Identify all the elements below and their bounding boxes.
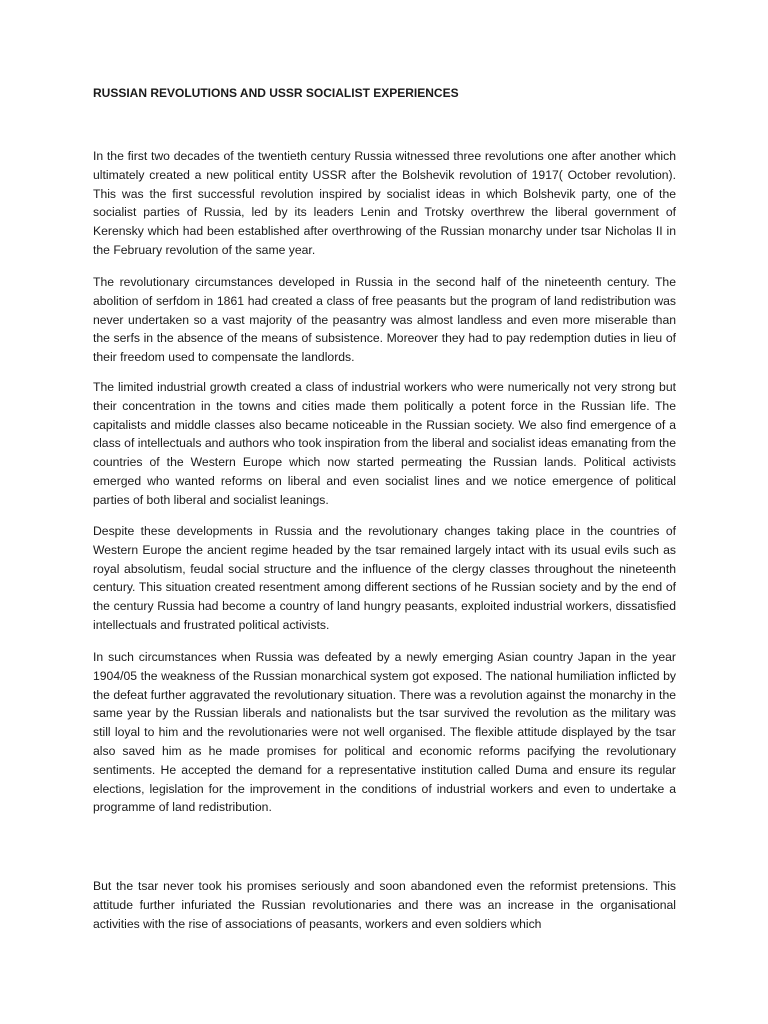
paragraph-3: The limited industrial growth created a class of industrial workers who were numerically not very strong but their concentration in the towns and cities made them politically a potent force in the Russian life. The capitalists and middle classes also became noticeable in the Russian society. We also find emergence of a class of intellectuals and authors who took inspiration from the liberal and socialist ideas emanating from the countries of the Western Europe which now started permeating the Russian lands. Political activists emerged who wanted reforms on liberal and even socialist lines and we notice emergence of political parties of both liberal and socialist leanings. (93, 380, 676, 507)
paragraph-1: In the first two decades of the twentieth century Russia witnessed three revolutions one after another which ultimately created a new political entity USSR after the Bolshevik revolution of 1917( October revolution). This was the first successful revolution inspired by socialist ideas in which Bolshevik party, one of the socialist parties of Russia, led by its leaders Lenin and Trotsky overthrew the liberal government of Kerensky which had been established after overthrowing of the Russian monarchy under tsar Nicholas II in the February revolution of the same year. (93, 149, 676, 257)
paragraph-2: The revolutionary circumstances developed in Russia in the second half of the nineteenth century. The abolition of serfdom in 1861 had created a class of free peasants but the program of land redistribution was never undertaken so a vast majority of the peasantry was almost landless and even more miserable than the serfs in the absence of the means of subsistence. Moreover they had to pay redemption duties in lieu of their freedom used to compensate the landlords. (93, 275, 676, 365)
paragraph-6: But the tsar never took his promises seriously and soon abandoned even the reformist pretensions. This attitude further infuriated the Russian revolutionaries and there was an increase in the organisational activities with the rise of associations of peasants, workers and even soldiers which (93, 879, 676, 931)
document-title: RUSSIAN REVOLUTIONS AND USSR SOCIALIST EXPERIENCES (93, 86, 459, 100)
paragraph-4: Despite these developments in Russia and the revolutionary changes taking place in the countries of Western Europe the ancient regime headed by the tsar remained largely intact with its usual evils such as royal absolutism, feudal social structure and the influence of the clergy classes throughout the nineteenth century. This situation created resentment among different sections of he Russian society and by the end of the century Russia had become a country of land hungry peasants, exploited industrial workers, dissatisfied intellectuals and frustrated political activists. (93, 524, 676, 632)
paragraph-5: In such circumstances when Russia was defeated by a newly emerging Asian country Japan in the year 1904/05 the weakness of the Russian monarchical system got exposed. The national humiliation inflicted by the defeat further aggravated the revolutionary situation. There was a revolution against the monarchy in the same year by the Russian liberals and nationalists but the tsar survived the revolution as the military was still loyal to him and the revolutionaries were not well organised. The flexible attitude displayed by the tsar also saved him as he made promises for political and economic reforms pacifying the revolutionary sentiments. He accepted the demand for a representative institution called Duma and ensure its regular elections, legislation for the improvement in the conditions of industrial workers and even to undertake a programme of land redistribution. (93, 650, 676, 815)
